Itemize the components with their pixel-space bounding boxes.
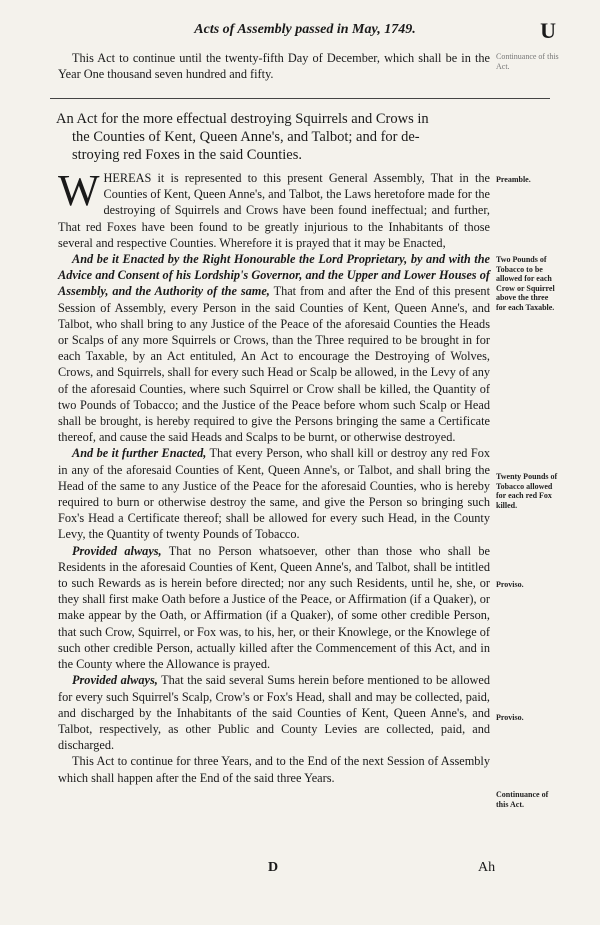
proviso-paragraph-1 — [58, 543, 490, 673]
margin-note-preamble: Preamble. — [496, 175, 531, 184]
signature-mark: D — [268, 860, 279, 875]
continuance-paragraph: This Act to continue for three Years, and to the End of the next Session of Assembly which shall happen after the End of the said three Years. — [58, 754, 490, 785]
margin-note-proviso-1: Proviso. — [496, 580, 524, 589]
section-divider — [50, 98, 550, 99]
margin-note-twenty-pounds: Twenty Pounds of Tobacco allowed for each red Fox killed. — [496, 472, 558, 510]
proviso-text-2: That the said several Sums herein before mentioned to be allowed for every such Squirrel's Scalp, Crow's or Fox's Head, shall and may be collected, paid, and discharged by the Inhabitants of the said Counties of Kent, Queen Anne's, and Talbot, respectively, as other Public and County Levies are collected, paid, and discharged. — [58, 673, 490, 753]
enacting-text: That from and after the End of this present Session of Assembly, every Person in the said Counties of Kent, Queen Anne's, and Talbot, who shall bring to any Justice of the Peace of the aforesaid Counties the Heads or Scalps of any more Squirrels or Crows, than the Three required to be brought in for each Taxable, by an Act entituled, An Act to encourage the Destroying of Wolves, Crows, and Squirrels, shall for every such Head or Scalp be allowed, in the Levy of any of the aforesaid Counties, where such Squirrel or Crow shall be killed, the Quantity of two Pounds of Tobacco; and the Justice of the Peace before whom such Scalp or Head shall be brought, is hereby required to give the Persons bringing the same a Certificate thereof, and cause the said Heads and Scalps to be burnt, or otherwise destroyed. — [58, 284, 490, 445]
intro-text: This Act to continue until the twenty-fifth Day of December, which shall be in the Year One thousand seven hundred and fifty. — [58, 51, 490, 82]
running-title: Acts of Assembly passed in May, 1749. — [194, 22, 416, 37]
further-enacting-clause: And be it further Enacted, — [72, 446, 207, 461]
margin-note-continuance-top: Continuance of this Act. — [496, 52, 559, 71]
enacting-clause: And be it Enacted by the Right Honourable the Lord Proprietary, by and with the Advice and Consent of his Lordship's Governor, and the Upper and Lower Houses of Assembly, and the Authority of the same, — [58, 252, 490, 299]
fox-paragraph — [58, 445, 490, 542]
drop-cap: W — [58, 166, 100, 215]
act-title-line-2: the Counties of Kent, Queen Anne's, and Talbot; and for de- — [72, 129, 420, 145]
act-title-line-1: An Act for the more effectual destroying Squirrels and Crows in — [56, 111, 429, 127]
enacting-paragraph — [58, 251, 490, 445]
proviso-paragraph-2 — [58, 672, 490, 753]
page-mark: U — [540, 18, 556, 43]
act-title-line-3: stroying red Foxes in the said Counties. — [72, 147, 302, 163]
intro-paragraph — [58, 50, 490, 82]
margin-note-continuance: Continuance of this Act. — [496, 790, 549, 809]
preamble-paragraph — [58, 166, 490, 251]
fox-text: That every Person, who shall kill or destroy any red Fox in any of the aforesaid Counties of Kent, Queen Anne's, or Talbot, and shall bring the Head of the same to any Justice of the Peace for the aforesaid Counties, who is hereby required to burn or otherwise destroy the same, and give the Person so bringing such Fox's Head a Certificate thereof; shall be allowed for every such Head, in the County Levy, the Quantity of twenty Pounds of Tobacco. — [58, 446, 491, 542]
proviso-lead-2: Provided always, — [72, 673, 158, 688]
proviso-text-1: That no Person whatsoever, other than those who shall be Residents in the aforesaid Counties of Kent, Queen Anne's, and Talbot, shall be intitled to such Rewards as is herein before directed; nor any such Residents, until he, she, or they shall first make Oath before a Justice of the Peace, or Affirmation (if a Quaker), or make appear by the Oath, or Affirmation (if a Quaker), of some other credible Person, that such Crow, Squirrel, or Fox was, to his, her, or their Knowlege, or the Knowlege of such other credible Person, actually killed after the Commencement of this Act, and in the County where the Allowance is prayed. — [58, 543, 490, 672]
proviso-lead-1: Provided always, — [72, 543, 162, 558]
margin-note-two-pounds: Two Pounds of Tobacco to be allowed for each Crow or Squirrel above the three for each Taxable. — [496, 255, 555, 312]
act-body — [58, 166, 491, 786]
preamble-text: HEREAS it is represented to this present General Assembly, That in the Counties of Kent, Queen Anne's, and Talbot, the Laws heretofore made for the destroying of Squirrels and Crows have been found ineffectual; and further, That red Foxes have been found to be greatly injurious to the Inhabitants of those several and respective Counties. Wherefore it is prayed that it may be Enacted, — [58, 171, 490, 250]
act-title — [56, 110, 492, 164]
catchword: Ah — [478, 860, 496, 875]
margin-note-proviso-2: Proviso. — [496, 713, 524, 722]
